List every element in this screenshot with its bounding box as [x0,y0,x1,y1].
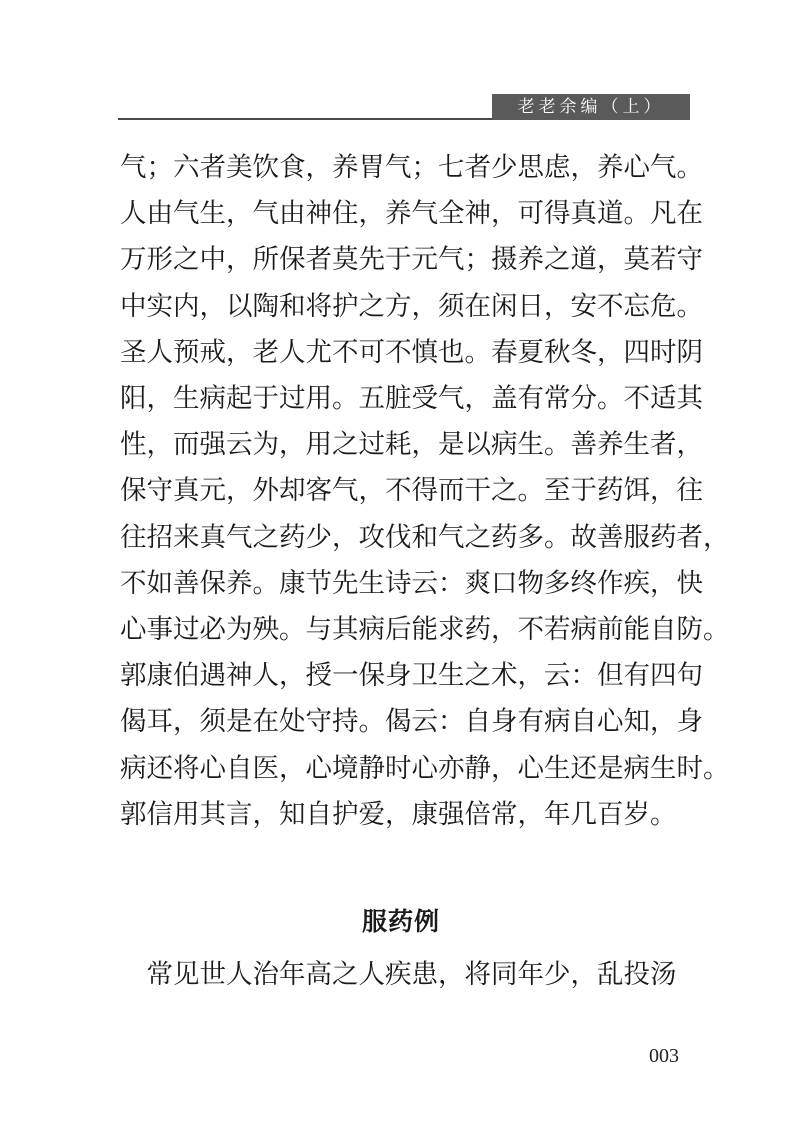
text-line: 人由气生，气由神住，养气全神，可得真道。凡在 [120,198,703,230]
text-line: 圣人预戒，老人尤不可不慎也。春夏秋冬，四时阴 [120,336,703,368]
text-line: 保守真元，外却客气，不得而干之。至于药饵，往 [120,475,703,507]
text-line: 性，而强云为，用之过耗，是以病生。善养生者， [120,429,703,461]
text-line: 阳，生病起于过用。五脏受气，盖有常分。不适其 [120,383,703,415]
running-header: 老老余编（上） [492,94,690,120]
text-line: 偈耳，须是在处守持。偈云：自身有病自心知，身 [120,706,703,738]
text-line: 心事过必为殃。与其病后能求药，不若病前能自防。 [120,614,730,646]
text-line: 病还将心自医，心境静时心亦静，心生还是病生时。 [120,752,730,784]
page-number: 003 [649,1045,679,1067]
text-line: 郭信用其言，知自护爱，康强倍常，年几百岁。 [120,798,677,830]
text-line: 郭康伯遇神人，授一保身卫生之术，云：但有四句 [120,660,703,692]
section-first-line: 常见世人治年高之人疾患，将同年少，乱投汤 [120,959,677,990]
text-line: 中实内，以陶和将护之方，须在闲日，安不忘危。 [120,290,703,322]
text-line: 气；六者美饮食，养胃气；七者少思虑，养心气。 [120,152,703,183]
body-paragraph [120,145,730,838]
section-title: 服药例 [361,907,440,936]
text-line: 万形之中，所保者莫先于元气；摄养之道，莫若守 [120,244,703,276]
text-line: 不如善保养。康节先生诗云：爽口物多终作疾，快 [120,567,703,599]
text-line: 往招来真气之药少，攻伐和气之药多。故善服药者， [120,521,730,553]
